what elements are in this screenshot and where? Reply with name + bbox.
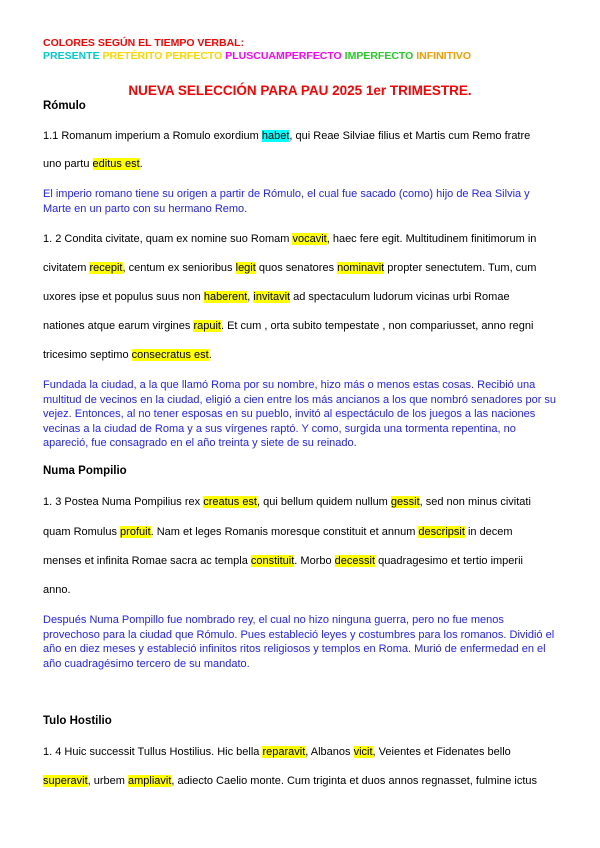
verb-highlight: nominavit: [337, 262, 385, 274]
legend-presente: PRESENTE: [43, 50, 100, 62]
verb-highlight: constituit: [250, 555, 295, 567]
legend-pluscuamperfecto: PLUSCUAMPERFECTO: [225, 50, 342, 62]
verb-highlight: consecratus est: [131, 349, 209, 361]
verb-highlight: profuit: [120, 526, 151, 538]
verb-highlight: legit: [235, 262, 256, 274]
section-heading-tulo: Tulo Hostilio: [43, 715, 112, 727]
verb-highlight: ampliavit: [128, 775, 172, 787]
section-heading-romulo: Rómulo: [43, 100, 86, 112]
verb-highlight: editus est: [92, 158, 140, 170]
latin-line: nationes atque earum virgines rapuit. Et cum , orta subito tempestate , non compariusset, anno regni: [43, 320, 534, 332]
tense-legend: [43, 37, 560, 63]
latin-line: menses et infinita Romae sacra ac templa constituit. Morbo decessit quadragesimo et tertio imperii: [43, 555, 523, 567]
latin-line: 1. 4 Huic successit Tullus Hostilius. Hic bella reparavit, Albanos vicit, Veientes et Fidenates bello: [43, 746, 511, 758]
verb-highlight: vocavit: [292, 233, 327, 245]
latin-line: superavit, urbem ampliavit, adiecto Caelio monte. Cum triginta et duos annos regnasset, fulmine ictus: [43, 775, 538, 787]
verb-highlight: descripsit: [418, 526, 465, 538]
verb-highlight: gessit: [390, 496, 420, 508]
verb-highlight: haberent: [203, 291, 248, 303]
verb-highlight: decessit: [334, 555, 376, 567]
latin-line: 1. 3 Postea Numa Pompilius rex creatus est, qui bellum quidem nullum gessit, sed non minus civitati: [43, 496, 531, 508]
latin-line: quam Romulus profuit. Nam et leges Romanis moresque constituit et annum descripsit in decem: [43, 526, 513, 538]
verb-highlight: reparavit: [262, 746, 306, 758]
verb-highlight: vicit: [353, 746, 373, 758]
page-title: NUEVA SELECCIÓN PARA PAU 2025 1er TRIMESTRE.: [128, 83, 472, 98]
translation-paragraph: Fundada la ciudad, a la que llamó Roma por su nombre, hizo más o menos estas cosas. Recibió una multitud de vecinos en la ciudad, eligió a cien entre los más ancianos a los que nombró senadores por su vejez. Entonces, al no tener esposas en su pueblo, invitó al espectáculo de los juegos a las naciones vecinas a la ciudad de Roma y a sus vírgenes raptó. Y como, surgida una tormenta repentina, no apareció, fue consagrado en el año treinta y siete de su reinado.: [43, 379, 557, 449]
translation-paragraph: Después Numa Pompillo fue nombrado rey, el cual no hizo ninguna guerra, pero no fue menos provechoso para la ciudad que Rómulo. Pues estableció leyes y costumbres para los romanos. Dividió el año en diez meses y estableció infinitos ritos religiosos y templos en Roma. Murió de enfermedad en el año cuadragésimo tercero de su mandato.: [43, 614, 555, 670]
latin-line: civitatem recepit, centum ex senioribus legit quos senatores nominavit propter senectutem. Tum, cum: [43, 262, 537, 274]
legend-title: COLORES SEGÚN EL TIEMPO VERBAL:: [43, 37, 245, 49]
verb-highlight: rapuit: [193, 320, 221, 332]
legend-tenses: [43, 50, 560, 63]
latin-line: uxores ipse et populus suus non haberent, invitavit ad spectaculum ludorum vicinas urbi Romae: [43, 291, 510, 303]
translation-paragraph: El imperio romano tiene su origen a partir de Rómulo, el cual fue sacado (como) hijo de Rea Silvia y Marte en un parto con su hermano Remo.: [43, 188, 530, 215]
legend-imperfecto: IMPERFECTO: [344, 50, 414, 62]
verb-highlight: superavit: [43, 775, 88, 787]
verb-highlight: creatus est: [203, 496, 257, 508]
latin-line: uno partu editus est.: [43, 158, 143, 170]
legend-infinitivo: INFINITIVO: [416, 50, 472, 62]
verb-highlight: habet: [261, 130, 290, 142]
latin-line: 1. 2 Condita civitate, quam ex nomine suo Romam vocavit, haec fere egit. Multitudinem finitimorum in: [43, 233, 537, 245]
verb-highlight: invitavit: [253, 291, 291, 303]
latin-line: tricesimo septimo consecratus est.: [43, 349, 212, 361]
latin-line: anno.: [43, 584, 71, 596]
section-heading-numa: Numa Pompilio: [43, 465, 127, 477]
legend-preterito: PRETÉRITO PERFECTO: [102, 50, 223, 62]
latin-line: 1.1 Romanum imperium a Romulo exordium habet, qui Reae Silviae filius et Martis cum Remo fratre: [43, 130, 531, 142]
verb-highlight: recepit: [89, 262, 123, 274]
